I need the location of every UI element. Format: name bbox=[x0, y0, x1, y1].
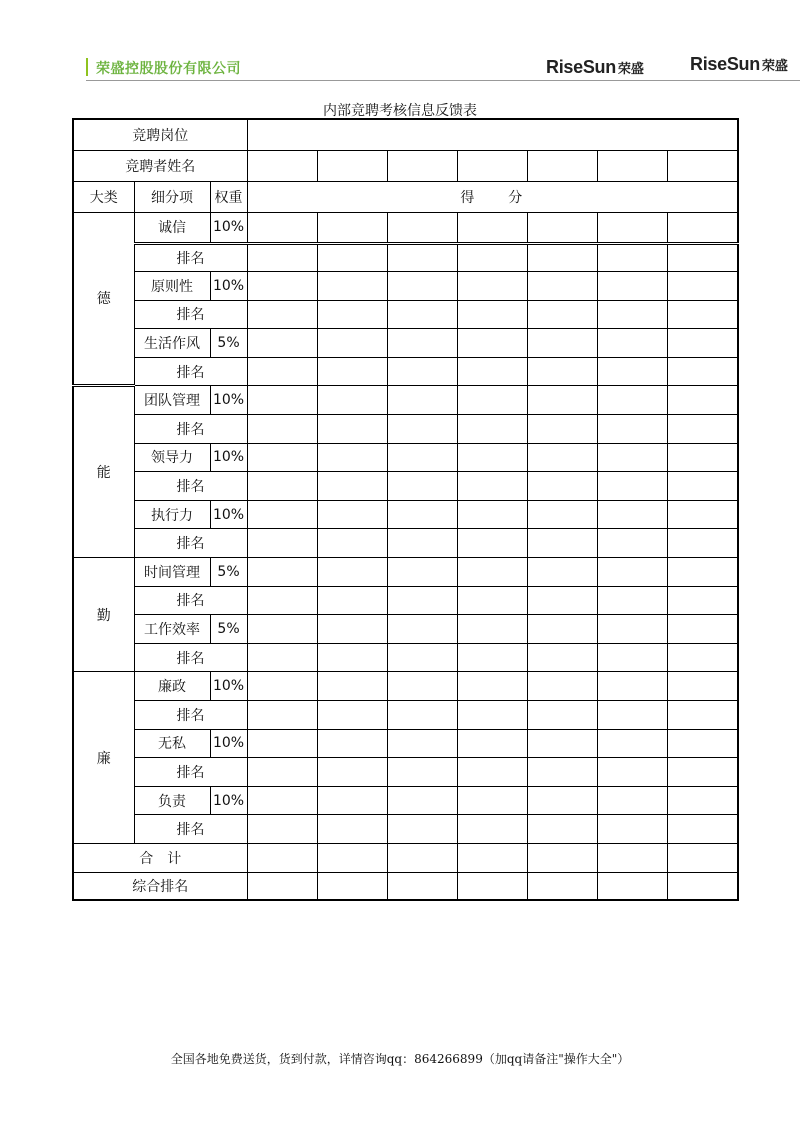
score-input-cell[interactable] bbox=[247, 329, 317, 358]
score-input-cell[interactable] bbox=[387, 212, 457, 243]
score-input-cell[interactable] bbox=[317, 672, 387, 701]
score-input-cell[interactable] bbox=[667, 300, 738, 329]
company-name: 荣盛控股股份有限公司 bbox=[96, 61, 241, 77]
score-input-cell[interactable] bbox=[527, 672, 597, 701]
rank-row bbox=[73, 758, 738, 787]
score-input-cell[interactable] bbox=[317, 500, 387, 529]
rank-label: 排名 bbox=[134, 415, 247, 444]
score-input-cell[interactable] bbox=[597, 300, 667, 329]
rank-row bbox=[73, 357, 738, 386]
score-input-cell[interactable] bbox=[457, 729, 527, 758]
score-input-cell[interactable] bbox=[317, 586, 387, 615]
score-input-cell[interactable] bbox=[387, 329, 457, 358]
score-input-cell[interactable] bbox=[317, 615, 387, 644]
footer-note: 全国各地免费送货，货到付款，详情咨询qq：864266899（加qq请备注"操作大全"） bbox=[170, 1052, 630, 1066]
score-input-cell[interactable] bbox=[317, 300, 387, 329]
form-title: 内部竞聘考核信息反馈表 bbox=[323, 103, 477, 119]
score-input-cell[interactable] bbox=[597, 272, 667, 301]
position-input-cell[interactable] bbox=[247, 119, 738, 150]
score-input-cell[interactable] bbox=[457, 329, 527, 358]
score-input-cell[interactable] bbox=[667, 386, 738, 415]
score-input-cell[interactable] bbox=[667, 500, 738, 529]
score-input-cell[interactable] bbox=[247, 843, 317, 872]
score-input-cell[interactable] bbox=[317, 415, 387, 444]
score-input-cell[interactable] bbox=[527, 272, 597, 301]
score-input-cell[interactable] bbox=[597, 672, 667, 701]
score-input-cell[interactable] bbox=[667, 729, 738, 758]
score-input-cell[interactable] bbox=[597, 415, 667, 444]
score-input-cell[interactable] bbox=[597, 758, 667, 787]
logo-brand-text: RiseSun bbox=[546, 57, 616, 77]
score-input-cell[interactable] bbox=[317, 786, 387, 815]
risesun-logo bbox=[546, 57, 644, 78]
score-input-cell[interactable] bbox=[387, 529, 457, 558]
score-input-cell[interactable] bbox=[387, 300, 457, 329]
weight-cell: 10% bbox=[210, 672, 247, 701]
score-input-cell[interactable] bbox=[247, 500, 317, 529]
score-input-cell[interactable] bbox=[387, 415, 457, 444]
position-row bbox=[73, 119, 738, 150]
weight-cell: 10% bbox=[210, 500, 247, 529]
score-input-cell[interactable] bbox=[527, 558, 597, 587]
score-input-cell[interactable] bbox=[387, 386, 457, 415]
rank-row bbox=[73, 300, 738, 329]
item-row bbox=[73, 443, 738, 472]
subitem-cell: 诚信 bbox=[134, 212, 210, 243]
position-label: 竞聘岗位 bbox=[73, 119, 247, 150]
score-input-cell[interactable] bbox=[457, 786, 527, 815]
weight-cell: 10% bbox=[210, 443, 247, 472]
score-input-cell[interactable] bbox=[527, 415, 597, 444]
rank-label: 排名 bbox=[134, 701, 247, 730]
page-header bbox=[0, 0, 800, 90]
score-input-cell[interactable] bbox=[457, 500, 527, 529]
candidate-name-label: 竞聘者姓名 bbox=[73, 150, 247, 181]
subitem-cell: 团队管理 bbox=[134, 386, 210, 415]
overall-rank-row bbox=[73, 872, 738, 900]
score-input-cell[interactable] bbox=[387, 150, 457, 181]
score-input-cell[interactable] bbox=[667, 843, 738, 872]
score-input-cell[interactable] bbox=[387, 786, 457, 815]
score-input-cell[interactable] bbox=[667, 615, 738, 644]
score-input-cell[interactable] bbox=[247, 386, 317, 415]
score-input-cell[interactable] bbox=[527, 472, 597, 501]
weight-cell: 10% bbox=[210, 272, 247, 301]
score-input-cell[interactable] bbox=[597, 150, 667, 181]
item-row bbox=[73, 212, 738, 243]
score-input-cell[interactable] bbox=[667, 272, 738, 301]
score-input-cell[interactable] bbox=[387, 615, 457, 644]
subitem-cell: 领导力 bbox=[134, 443, 210, 472]
score-input-cell[interactable] bbox=[597, 872, 667, 900]
score-input-cell[interactable] bbox=[527, 529, 597, 558]
score-input-cell[interactable] bbox=[457, 472, 527, 501]
score-input-cell[interactable] bbox=[317, 872, 387, 900]
score-input-cell[interactable] bbox=[387, 558, 457, 587]
score-input-cell[interactable] bbox=[317, 472, 387, 501]
item-row bbox=[73, 672, 738, 701]
subitem-cell: 负责 bbox=[134, 786, 210, 815]
score-input-cell[interactable] bbox=[247, 672, 317, 701]
rank-row bbox=[73, 243, 738, 272]
rank-row bbox=[73, 701, 738, 730]
score-input-cell[interactable] bbox=[667, 701, 738, 730]
score-input-cell[interactable] bbox=[597, 786, 667, 815]
subitem-cell: 生活作风 bbox=[134, 329, 210, 358]
score-input-cell[interactable] bbox=[667, 586, 738, 615]
score-input-cell[interactable] bbox=[527, 586, 597, 615]
score-input-cell[interactable] bbox=[457, 672, 527, 701]
score-input-cell[interactable] bbox=[387, 586, 457, 615]
score-input-cell[interactable] bbox=[317, 443, 387, 472]
score-input-cell[interactable] bbox=[457, 443, 527, 472]
score-input-cell[interactable] bbox=[597, 329, 667, 358]
rank-label: 排名 bbox=[134, 472, 247, 501]
rank-label: 排名 bbox=[134, 586, 247, 615]
score-input-cell[interactable] bbox=[457, 643, 527, 672]
weight-cell: 5% bbox=[210, 329, 247, 358]
score-input-cell[interactable] bbox=[527, 443, 597, 472]
score-input-cell[interactable] bbox=[247, 586, 317, 615]
score-input-cell[interactable] bbox=[247, 701, 317, 730]
score-input-cell[interactable] bbox=[597, 815, 667, 844]
score-input-cell[interactable] bbox=[667, 643, 738, 672]
total-row bbox=[73, 843, 738, 872]
score-input-cell[interactable] bbox=[667, 415, 738, 444]
score-input-cell[interactable] bbox=[317, 643, 387, 672]
score-input-cell[interactable] bbox=[667, 357, 738, 386]
score-input-cell[interactable] bbox=[457, 300, 527, 329]
score-input-cell[interactable] bbox=[457, 272, 527, 301]
evaluation-table bbox=[72, 118, 739, 901]
subitem-cell: 执行力 bbox=[134, 500, 210, 529]
candidate-name-row bbox=[73, 150, 738, 181]
header-rule bbox=[86, 80, 800, 81]
score-input-cell[interactable] bbox=[527, 386, 597, 415]
score-input-cell[interactable] bbox=[527, 150, 597, 181]
score-input-cell[interactable] bbox=[247, 415, 317, 444]
score-input-cell[interactable] bbox=[457, 150, 527, 181]
category-cell: 勤 bbox=[73, 558, 134, 672]
score-input-cell[interactable] bbox=[247, 558, 317, 587]
score-input-cell[interactable] bbox=[457, 872, 527, 900]
rank-row bbox=[73, 529, 738, 558]
rank-label: 排名 bbox=[134, 357, 247, 386]
score-input-cell[interactable] bbox=[667, 243, 738, 272]
score-input-cell[interactable] bbox=[527, 729, 597, 758]
item-row bbox=[73, 615, 738, 644]
score-input-cell[interactable] bbox=[317, 329, 387, 358]
category-cell: 德 bbox=[73, 212, 134, 386]
column-header-row bbox=[73, 181, 738, 212]
score-input-cell[interactable] bbox=[457, 386, 527, 415]
score-input-cell[interactable] bbox=[317, 843, 387, 872]
score-input-cell[interactable] bbox=[457, 357, 527, 386]
col-weight-header: 权重 bbox=[210, 181, 247, 212]
score-input-cell[interactable] bbox=[247, 300, 317, 329]
score-input-cell[interactable] bbox=[387, 843, 457, 872]
score-input-cell[interactable] bbox=[457, 758, 527, 787]
score-input-cell[interactable] bbox=[667, 872, 738, 900]
item-row bbox=[73, 386, 738, 415]
score-input-cell[interactable] bbox=[667, 329, 738, 358]
score-input-cell[interactable] bbox=[387, 472, 457, 501]
item-row bbox=[73, 786, 738, 815]
score-input-cell[interactable] bbox=[597, 243, 667, 272]
score-input-cell[interactable] bbox=[247, 872, 317, 900]
category-cell: 能 bbox=[73, 386, 134, 558]
score-input-cell[interactable] bbox=[527, 786, 597, 815]
score-input-cell[interactable] bbox=[247, 272, 317, 301]
score-input-cell[interactable] bbox=[667, 672, 738, 701]
score-input-cell[interactable] bbox=[317, 701, 387, 730]
score-input-cell[interactable] bbox=[387, 643, 457, 672]
score-input-cell[interactable] bbox=[527, 212, 597, 243]
score-input-cell[interactable] bbox=[247, 212, 317, 243]
subitem-cell: 原则性 bbox=[134, 272, 210, 301]
subitem-cell: 无私 bbox=[134, 729, 210, 758]
item-row bbox=[73, 329, 738, 358]
col-score-header: 得 分 bbox=[247, 181, 738, 212]
score-input-cell[interactable] bbox=[597, 701, 667, 730]
score-input-cell[interactable] bbox=[247, 150, 317, 181]
score-input-cell[interactable] bbox=[247, 643, 317, 672]
score-input-cell[interactable] bbox=[247, 243, 317, 272]
score-input-cell[interactable] bbox=[247, 786, 317, 815]
subitem-cell: 时间管理 bbox=[134, 558, 210, 587]
score-input-cell[interactable] bbox=[387, 815, 457, 844]
score-input-cell[interactable] bbox=[317, 357, 387, 386]
score-input-cell[interactable] bbox=[597, 443, 667, 472]
score-input-cell[interactable] bbox=[317, 212, 387, 243]
score-input-cell[interactable] bbox=[527, 758, 597, 787]
score-input-cell[interactable] bbox=[387, 672, 457, 701]
score-input-cell[interactable] bbox=[457, 243, 527, 272]
score-input-cell[interactable] bbox=[317, 386, 387, 415]
logo-cn-text: 荣盛 bbox=[617, 61, 644, 76]
score-input-cell[interactable] bbox=[667, 786, 738, 815]
item-row bbox=[73, 500, 738, 529]
score-input-cell[interactable] bbox=[457, 558, 527, 587]
score-input-cell[interactable] bbox=[527, 357, 597, 386]
score-input-cell[interactable] bbox=[457, 529, 527, 558]
score-input-cell[interactable] bbox=[387, 872, 457, 900]
score-input-cell[interactable] bbox=[457, 815, 527, 844]
score-input-cell[interactable] bbox=[527, 243, 597, 272]
score-input-cell[interactable] bbox=[527, 300, 597, 329]
col-subitem-header: 细分项 bbox=[134, 181, 210, 212]
score-input-cell[interactable] bbox=[247, 472, 317, 501]
score-input-cell[interactable] bbox=[527, 643, 597, 672]
weight-cell: 5% bbox=[210, 558, 247, 587]
score-input-cell[interactable] bbox=[667, 472, 738, 501]
score-input-cell[interactable] bbox=[317, 150, 387, 181]
weight-cell: 10% bbox=[210, 212, 247, 243]
score-input-cell[interactable] bbox=[317, 758, 387, 787]
category-cell: 廉 bbox=[73, 672, 134, 844]
rank-label: 排名 bbox=[134, 758, 247, 787]
weight-cell: 10% bbox=[210, 729, 247, 758]
score-input-cell[interactable] bbox=[387, 357, 457, 386]
logo-brand-text: RiseSun bbox=[690, 54, 760, 74]
score-input-cell[interactable] bbox=[457, 843, 527, 872]
score-input-cell[interactable] bbox=[527, 815, 597, 844]
score-input-cell[interactable] bbox=[527, 843, 597, 872]
score-input-cell[interactable] bbox=[597, 500, 667, 529]
score-input-cell[interactable] bbox=[247, 615, 317, 644]
rank-label: 排名 bbox=[134, 243, 247, 272]
rank-row bbox=[73, 815, 738, 844]
score-input-cell[interactable] bbox=[247, 443, 317, 472]
score-input-cell[interactable] bbox=[387, 243, 457, 272]
rank-label: 排名 bbox=[134, 529, 247, 558]
score-input-cell[interactable] bbox=[527, 872, 597, 900]
score-input-cell[interactable] bbox=[667, 558, 738, 587]
rank-row bbox=[73, 472, 738, 501]
score-input-cell[interactable] bbox=[317, 815, 387, 844]
item-row bbox=[73, 558, 738, 587]
score-input-cell[interactable] bbox=[597, 357, 667, 386]
score-input-cell[interactable] bbox=[317, 243, 387, 272]
score-input-cell[interactable] bbox=[597, 386, 667, 415]
score-input-cell[interactable] bbox=[527, 701, 597, 730]
score-input-cell[interactable] bbox=[667, 758, 738, 787]
subitem-cell: 廉政 bbox=[134, 672, 210, 701]
weight-cell: 10% bbox=[210, 386, 247, 415]
score-input-cell[interactable] bbox=[317, 729, 387, 758]
rank-label: 排名 bbox=[134, 300, 247, 329]
score-input-cell[interactable] bbox=[597, 586, 667, 615]
score-input-cell[interactable] bbox=[457, 415, 527, 444]
score-input-cell[interactable] bbox=[247, 357, 317, 386]
score-input-cell[interactable] bbox=[597, 729, 667, 758]
rank-row bbox=[73, 415, 738, 444]
score-input-cell[interactable] bbox=[457, 615, 527, 644]
header-accent-bar bbox=[86, 58, 88, 76]
risesun-logo-secondary bbox=[690, 54, 788, 75]
score-input-cell[interactable] bbox=[247, 758, 317, 787]
total-label: 合 计 bbox=[73, 843, 247, 872]
score-input-cell[interactable] bbox=[247, 529, 317, 558]
score-input-cell[interactable] bbox=[667, 150, 738, 181]
weight-cell: 10% bbox=[210, 786, 247, 815]
rank-label: 排名 bbox=[134, 643, 247, 672]
score-input-cell[interactable] bbox=[247, 815, 317, 844]
score-input-cell[interactable] bbox=[387, 701, 457, 730]
score-input-cell[interactable] bbox=[317, 558, 387, 587]
score-input-cell[interactable] bbox=[387, 758, 457, 787]
score-input-cell[interactable] bbox=[597, 212, 667, 243]
rank-label: 排名 bbox=[134, 815, 247, 844]
score-input-cell[interactable] bbox=[387, 272, 457, 301]
table-body bbox=[73, 119, 738, 900]
score-input-cell[interactable] bbox=[667, 212, 738, 243]
weight-cell: 5% bbox=[210, 615, 247, 644]
score-input-cell[interactable] bbox=[597, 472, 667, 501]
score-input-cell[interactable] bbox=[667, 815, 738, 844]
score-input-cell[interactable] bbox=[527, 500, 597, 529]
score-input-cell[interactable] bbox=[597, 643, 667, 672]
score-input-cell[interactable] bbox=[317, 272, 387, 301]
rank-row bbox=[73, 643, 738, 672]
score-input-cell[interactable] bbox=[457, 586, 527, 615]
score-input-cell[interactable] bbox=[597, 615, 667, 644]
rank-row bbox=[73, 586, 738, 615]
score-input-cell[interactable] bbox=[597, 843, 667, 872]
item-row bbox=[73, 272, 738, 301]
score-input-cell[interactable] bbox=[457, 701, 527, 730]
item-row bbox=[73, 729, 738, 758]
score-input-cell[interactable] bbox=[387, 443, 457, 472]
score-input-cell[interactable] bbox=[527, 329, 597, 358]
score-input-cell[interactable] bbox=[387, 500, 457, 529]
subitem-cell: 工作效率 bbox=[134, 615, 210, 644]
score-input-cell[interactable] bbox=[667, 443, 738, 472]
score-input-cell[interactable] bbox=[527, 615, 597, 644]
logo-cn-text: 荣盛 bbox=[761, 58, 788, 73]
score-input-cell[interactable] bbox=[457, 212, 527, 243]
score-input-cell[interactable] bbox=[317, 529, 387, 558]
col-category-header: 大类 bbox=[73, 181, 134, 212]
score-input-cell[interactable] bbox=[387, 729, 457, 758]
score-input-cell[interactable] bbox=[247, 729, 317, 758]
overall-rank-label: 综合排名 bbox=[73, 872, 247, 900]
score-input-cell[interactable] bbox=[667, 529, 738, 558]
score-input-cell[interactable] bbox=[597, 558, 667, 587]
score-input-cell[interactable] bbox=[597, 529, 667, 558]
